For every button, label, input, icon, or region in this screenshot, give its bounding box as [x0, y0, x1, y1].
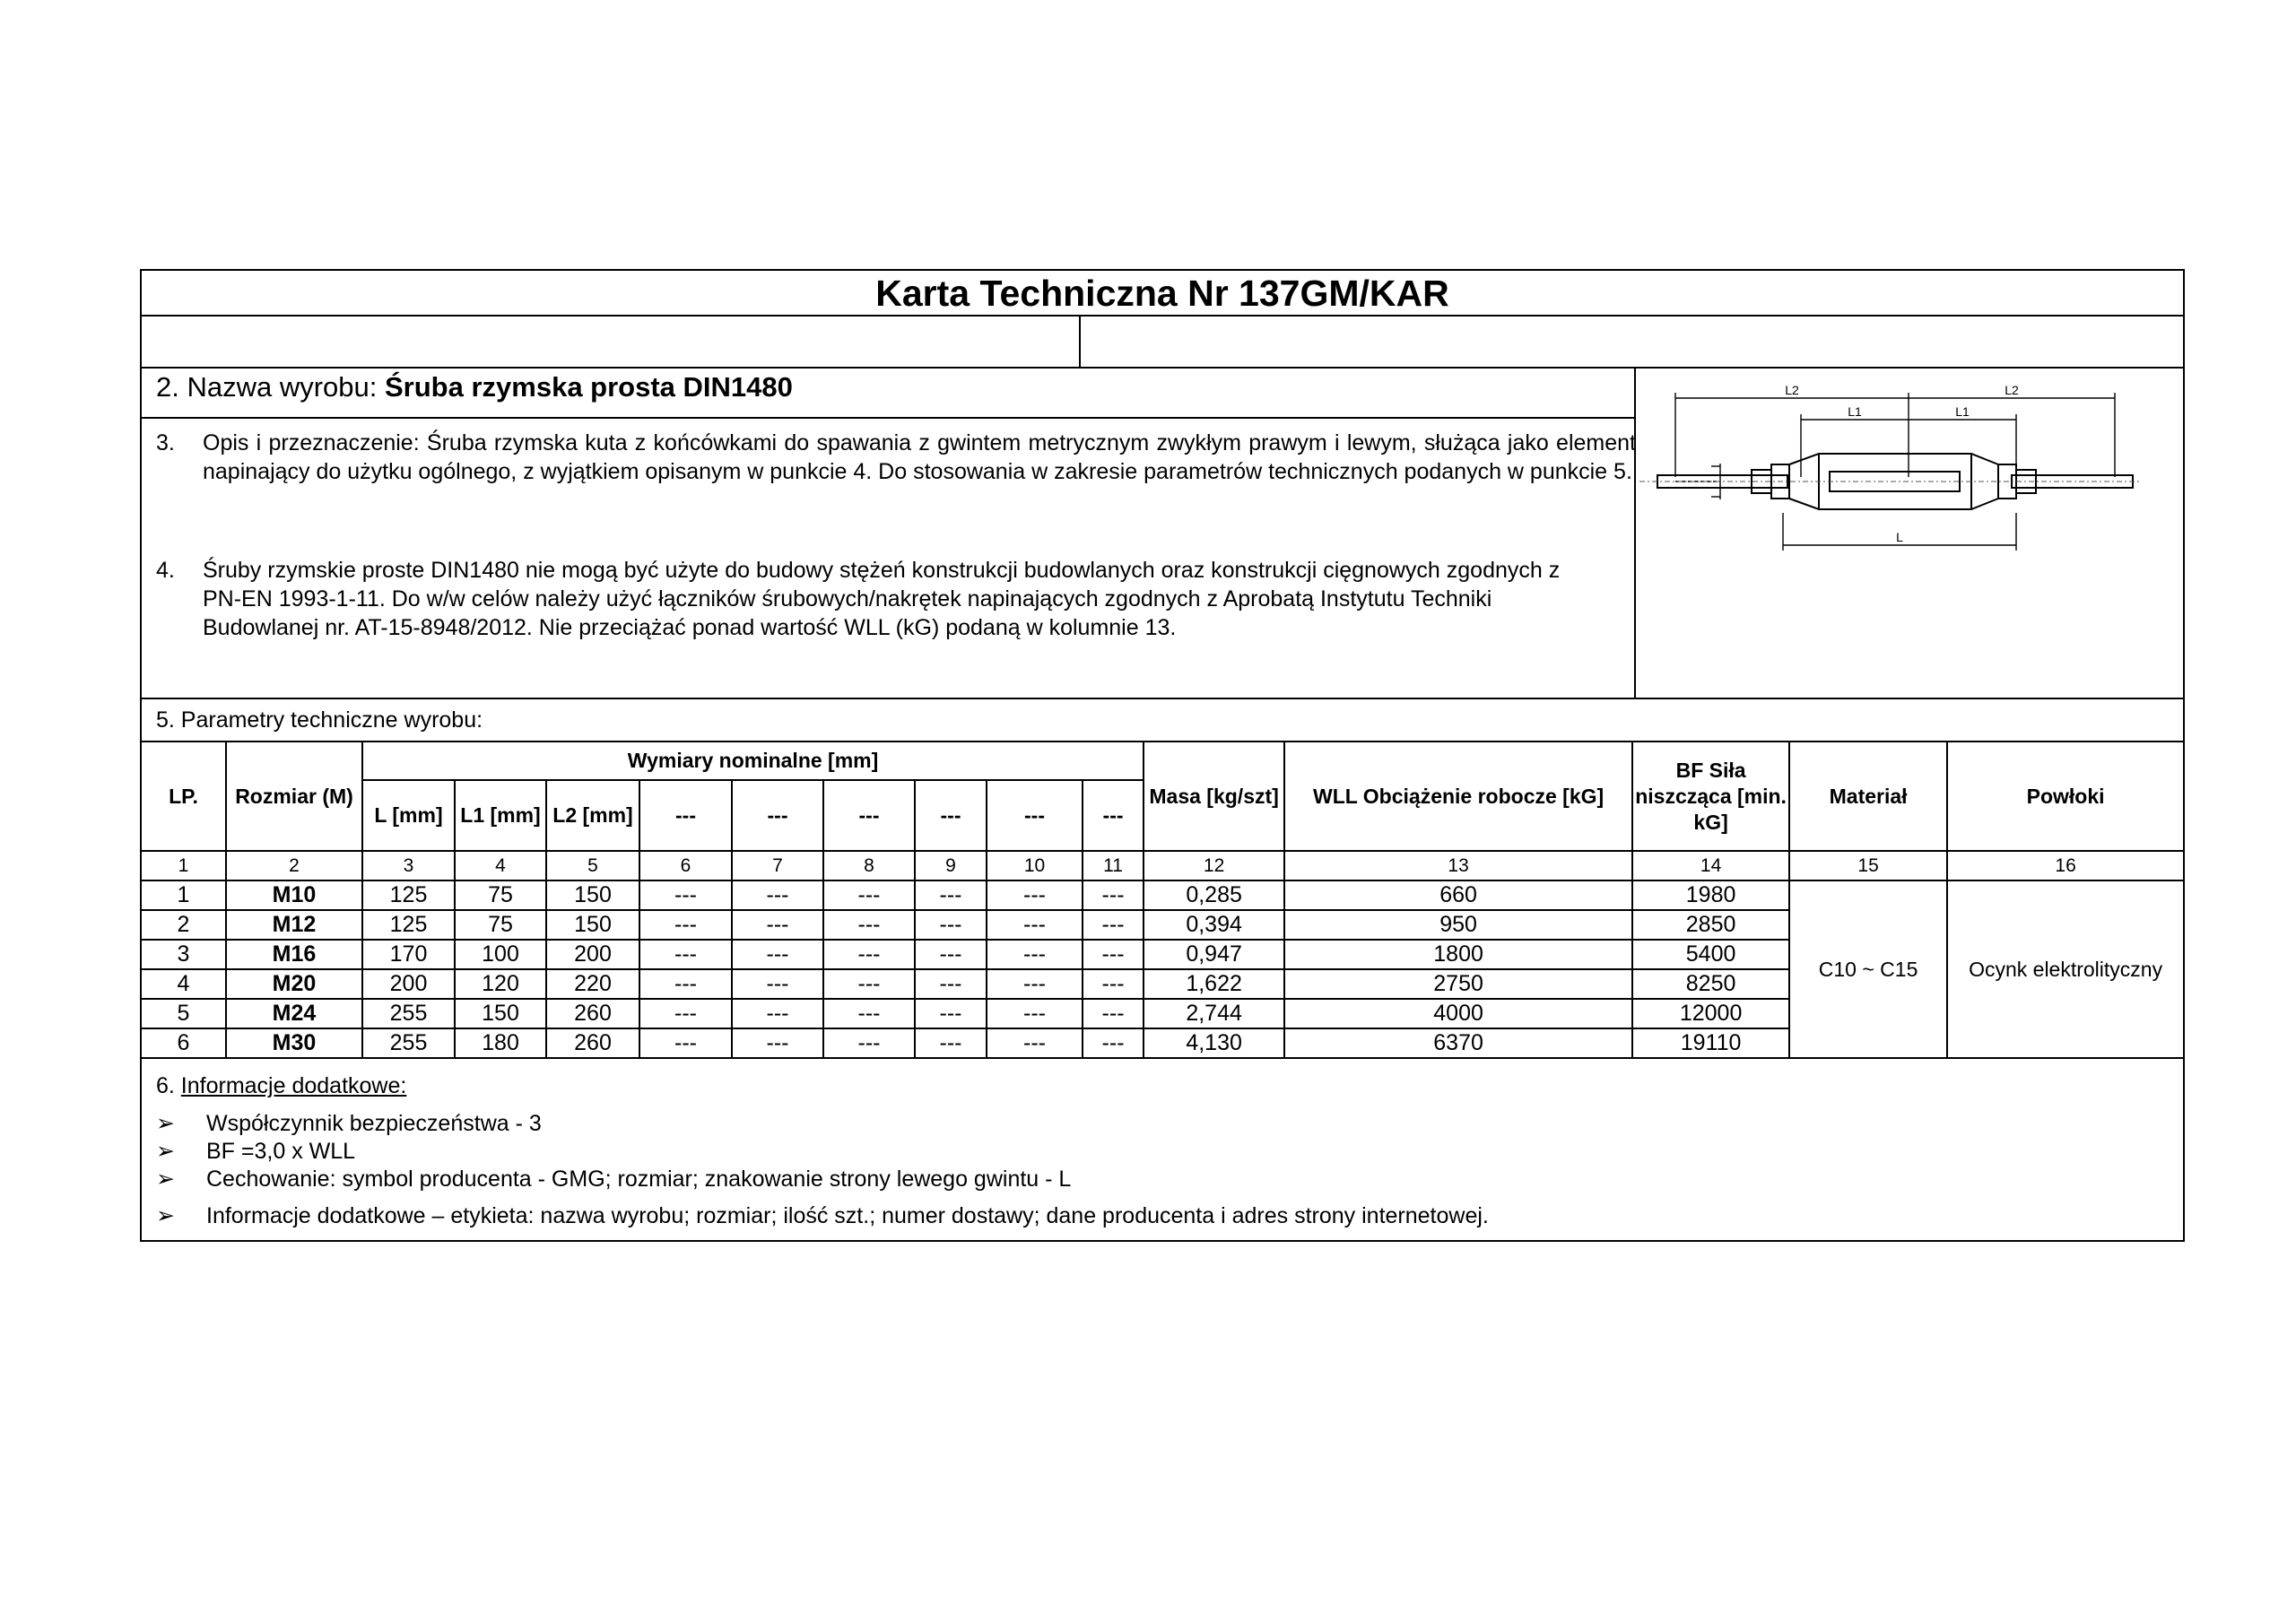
info-bullet-text: Informacje dodatkowe – etykieta: nazwa wyrobu; rozmiar; ilość szt.; numer dostawy; dane producenta i adres strony internetowej.: [206, 1203, 1489, 1228]
table-cell-l: 170: [362, 940, 455, 969]
coating-cell: Ocynk elektrolityczny: [1947, 880, 2183, 1058]
divider: [142, 315, 2183, 317]
header-dash: ---: [915, 780, 987, 851]
table-cell-l2: 220: [546, 969, 639, 999]
table-cell-bf: 1980: [1632, 880, 1789, 910]
table-cell-size: M30: [226, 1028, 362, 1058]
table-cell-bf: 12000: [1632, 999, 1789, 1028]
column-number: 14: [1632, 851, 1789, 880]
divider: [142, 417, 1634, 419]
table-cell-dash: ---: [1083, 940, 1144, 969]
table-cell-dash: ---: [639, 940, 732, 969]
table-cell-dash: ---: [732, 999, 823, 1028]
table-cell-masa: 0,394: [1144, 910, 1284, 940]
table-cell-dash: ---: [915, 1028, 987, 1058]
table-cell-dash: ---: [915, 969, 987, 999]
table-cell-dash: ---: [987, 880, 1083, 910]
section-6-heading: Informacje dodatkowe:: [180, 1073, 407, 1098]
table-cell-l1: 120: [455, 969, 546, 999]
dim-label-l: L: [1896, 530, 1903, 544]
table-cell-l1: 100: [455, 940, 546, 969]
table-cell-dash: ---: [823, 969, 915, 999]
material-cell: C10 ~ C15: [1789, 880, 1947, 1058]
column-number: 13: [1284, 851, 1632, 880]
table-cell-masa: 0,947: [1144, 940, 1284, 969]
arrow-bullet-icon: ➢: [156, 1139, 175, 1164]
table-cell-dash: ---: [639, 880, 732, 910]
table-cell-dash: ---: [987, 969, 1083, 999]
table-cell-l: 125: [362, 880, 455, 910]
header-dash: ---: [732, 780, 823, 851]
table-cell-masa: 4,130: [1144, 1028, 1284, 1058]
column-number: 11: [1083, 851, 1144, 880]
technical-card: [140, 269, 2185, 1242]
card-title: Karta Techniczna Nr 137GM/KAR: [875, 273, 1449, 314]
table-cell-dash: ---: [987, 940, 1083, 969]
header-material: Materiał: [1789, 742, 1947, 851]
table-cell-lp: 2: [142, 910, 226, 940]
column-number: 8: [823, 851, 915, 880]
table-cell-dash: ---: [915, 880, 987, 910]
table-cell-size: M12: [226, 910, 362, 940]
header-dash: ---: [1083, 780, 1144, 851]
column-number: 2: [226, 851, 362, 880]
table-cell-dash: ---: [915, 999, 987, 1028]
section-4-text: Śruby rzymskie proste DIN1480 nie mogą być użyte do budowy stężeń konstrukcji budowlanych oraz konstrukcji cięgnowych zgodnych z PN-EN 1993-1-11. Do w/w celów należy użyć łączników śrubowych/nakrętek napinających zgodnych z Aprobatą Instytutu Techniki Budowlanej nr. AT-15-8948/2012. Nie przeciążać ponad wartość WLL (kG) podaną w kolumnie 13.: [203, 558, 1561, 640]
table-cell-size: M24: [226, 999, 362, 1028]
table-cell-bf: 5400: [1632, 940, 1789, 969]
turnbuckle-drawing: [1639, 378, 2142, 594]
divider: [142, 367, 2183, 369]
parameters-table: [142, 742, 2183, 1059]
table-cell-dash: ---: [732, 969, 823, 999]
header-size: Rozmiar (M): [226, 742, 362, 851]
table-cell-dash: ---: [732, 1028, 823, 1058]
info-bullet-text: BF =3,0 x WLL: [206, 1139, 356, 1164]
section-3-description: [156, 429, 1636, 486]
table-cell-lp: 4: [142, 969, 226, 999]
info-bullet-text: Cechowanie: symbol producenta - GMG; rozmiar; znakowanie strony lewego gwintu - L: [206, 1167, 1072, 1192]
table-cell-l: 200: [362, 969, 455, 999]
column-number: 12: [1144, 851, 1284, 880]
table-cell-dash: ---: [915, 940, 987, 969]
table-cell-dash: ---: [1083, 999, 1144, 1028]
section-3-number: 3.: [156, 430, 175, 455]
table-cell-wll: 2750: [1284, 969, 1632, 999]
section-6-number: 6.: [156, 1073, 181, 1098]
table-cell-dash: ---: [823, 880, 915, 910]
table-cell-dash: ---: [1083, 910, 1144, 940]
info-bullet: [156, 1137, 355, 1166]
dim-label-l1-right: L1: [1955, 404, 1970, 419]
info-bullet-text: Współczynnik bezpieczeństwa - 3: [206, 1111, 542, 1136]
table-cell-lp: 1: [142, 880, 226, 910]
arrow-bullet-icon: ➢: [156, 1203, 175, 1228]
header-mass: Masa [kg/szt]: [1144, 742, 1284, 851]
table-cell-l2: 150: [546, 910, 639, 940]
section-5-title: 5. Parametry techniczne wyrobu:: [156, 707, 483, 733]
header-dash: ---: [823, 780, 915, 851]
table-cell-dash: ---: [732, 910, 823, 940]
table-cell-dash: ---: [823, 910, 915, 940]
table-cell-bf: 2850: [1632, 910, 1789, 940]
table-cell-l2: 150: [546, 880, 639, 910]
dim-label-l2-left: L2: [1785, 383, 1799, 397]
column-number: 9: [915, 851, 987, 880]
header-wll: WLL Obciążenie robocze [kG]: [1284, 742, 1632, 851]
table-cell-l: 255: [362, 1028, 455, 1058]
table-cell-dash: ---: [639, 1028, 732, 1058]
product-name-line: [156, 369, 793, 405]
table-cell-lp: 3: [142, 940, 226, 969]
column-number: 3: [362, 851, 455, 880]
table-cell-dash: ---: [732, 940, 823, 969]
table-cell-lp: 5: [142, 999, 226, 1028]
section-4-number: 4.: [156, 558, 175, 583]
column-numbers-row: [142, 851, 2183, 880]
table-cell-l1: 75: [455, 910, 546, 940]
info-bullet: [156, 1201, 1489, 1230]
table-cell-wll: 6370: [1284, 1028, 1632, 1058]
header-nominal-dimensions: Wymiary nominalne [mm]: [362, 742, 1144, 780]
divider: [1079, 315, 1081, 367]
divider: [1634, 367, 1636, 698]
header-lp: LP.: [142, 742, 226, 851]
table-cell-l2: 260: [546, 999, 639, 1028]
header-dash: ---: [987, 780, 1083, 851]
table-cell-size: M10: [226, 880, 362, 910]
table-body: [142, 880, 2183, 1058]
table-cell-dash: ---: [639, 910, 732, 940]
table-cell-bf: 19110: [1632, 1028, 1789, 1058]
table-cell-dash: ---: [732, 880, 823, 910]
arrow-bullet-icon: ➢: [156, 1167, 175, 1192]
product-name: Śruba rzymska prosta DIN1480: [385, 371, 793, 403]
table-cell-wll: 4000: [1284, 999, 1632, 1028]
column-number: 15: [1789, 851, 1947, 880]
table-cell-dash: ---: [987, 910, 1083, 940]
table-cell-dash: ---: [1083, 1028, 1144, 1058]
table-cell-l1: 180: [455, 1028, 546, 1058]
header-bf: BF Siła niszcząca [min. kG]: [1632, 742, 1789, 851]
table-cell-dash: ---: [823, 940, 915, 969]
table-cell-size: M20: [226, 969, 362, 999]
column-number: 1: [142, 851, 226, 880]
table-cell-dash: ---: [915, 910, 987, 940]
dim-label-l2-right: L2: [2005, 383, 2019, 397]
column-number: 4: [455, 851, 546, 880]
table-row: [142, 880, 2183, 910]
section-4-restrictions: [156, 556, 1591, 642]
header-l2: L2 [mm]: [546, 780, 639, 851]
table-cell-lp: 6: [142, 1028, 226, 1058]
table-cell-bf: 8250: [1632, 969, 1789, 999]
column-number: 7: [732, 851, 823, 880]
table-cell-masa: 2,744: [1144, 999, 1284, 1028]
info-bullet: [156, 1165, 1071, 1193]
divider: [142, 698, 2183, 699]
table-cell-masa: 0,285: [1144, 880, 1284, 910]
column-number: 5: [546, 851, 639, 880]
table-cell-l2: 200: [546, 940, 639, 969]
table-cell-dash: ---: [1083, 969, 1144, 999]
section-3-text: Opis i przeznaczenie: Śruba rzymska kuta z końcówkami do spawania z gwintem metrycznym zwykłym prawym i lewym, służąca jako element napinający do użytku ogólnego, z wyjątkiem opisanym w punkcie 4. Do stosowania w zakresie parametrów technicznych podanych w punkcie 5.: [203, 430, 1636, 484]
arrow-bullet-icon: ➢: [156, 1111, 175, 1136]
table-cell-dash: ---: [987, 1028, 1083, 1058]
header-l: L [mm]: [362, 780, 455, 851]
table-cell-l: 255: [362, 999, 455, 1028]
product-label: 2. Nazwa wyrobu:: [156, 371, 385, 403]
table-cell-dash: ---: [823, 999, 915, 1028]
table-cell-wll: 660: [1284, 880, 1632, 910]
table-cell-l1: 150: [455, 999, 546, 1028]
column-number: 16: [1947, 851, 2183, 880]
table-cell-wll: 1800: [1284, 940, 1632, 969]
column-number: 6: [639, 851, 732, 880]
column-number: 10: [987, 851, 1083, 880]
table-cell-l2: 260: [546, 1028, 639, 1058]
section-6-title: [156, 1071, 406, 1100]
table-cell-l: 125: [362, 910, 455, 940]
table-cell-l1: 75: [455, 880, 546, 910]
table-cell-dash: ---: [1083, 880, 1144, 910]
table-cell-wll: 950: [1284, 910, 1632, 940]
table-cell-dash: ---: [987, 999, 1083, 1028]
dim-label-l1-left: L1: [1848, 404, 1862, 419]
header-l1: L1 [mm]: [455, 780, 546, 851]
table-cell-dash: ---: [823, 1028, 915, 1058]
table-cell-dash: ---: [639, 999, 732, 1028]
table-cell-size: M16: [226, 940, 362, 969]
header-coating: Powłoki: [1947, 742, 2183, 851]
info-bullet: [156, 1109, 542, 1138]
header-dash: ---: [639, 780, 732, 851]
table-cell-dash: ---: [639, 969, 732, 999]
table-cell-masa: 1,622: [1144, 969, 1284, 999]
